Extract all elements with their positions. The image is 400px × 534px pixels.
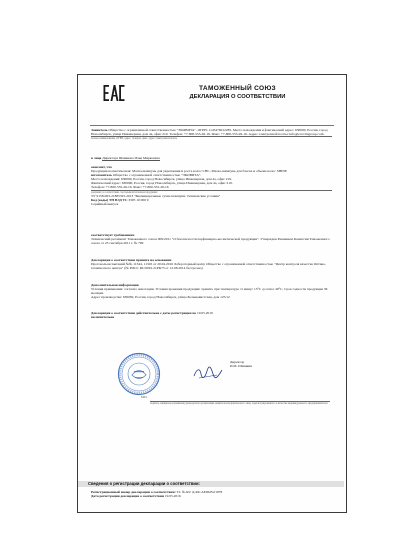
basis-text: Протоколы испытаний №№ 11344, 11345 от 20.04.2016 Лабораторный центр Общество с ограниченной ответственностью "Центр контроля качества Оптико-технического центра" (№ РОСС RU.0001.21РК75 от 12.08.2014 бессрочно) [91, 262, 326, 271]
maker-address-actual: Фактический адрес: 630090, Россия, город Новосибирск, улица Инженерная, дом 4а, офис 219. [91, 181, 233, 186]
document-title: ДЕКЛАРАЦИЯ О СООТВЕТСТВИИ [189, 94, 286, 100]
requirements-label: соответствует требованиям [91, 233, 135, 237]
applicant-text: Общество с ограниченной ответственностью "ЭКОВИТА". ОГРН: 1145476012285. Место нахождения и фактический адрес: 630090, Россия, город Новосибирск, улица Инженерная, дом 4а, офис 219. Телефон: +7-800-555-26-16. Факс: +7-800-555-26-16. Адрес электронной почты: info@ecovitagroup.com. [91, 128, 328, 137]
maker-text: Общество с ограниченной ответственностью "ЭКОВИТА". [112, 173, 202, 178]
document-header [150, 85, 325, 101]
signer-name: И.М. Шевякин [230, 364, 253, 369]
requirements-section [91, 233, 332, 245]
signature-icon [193, 366, 223, 380]
additional-label: Дополнительная информация [91, 283, 139, 287]
validity-label: Декларация о соответствии действительна с даты регистрации по [91, 311, 197, 315]
seal-mark: М.П. [141, 395, 148, 399]
representative-label: в лице [91, 156, 102, 160]
tnved-label: Код (коды) ТН ВЭД ТС [91, 197, 128, 202]
validity-suffix: включительно [91, 315, 115, 320]
declares-label: заявляет, что [91, 165, 112, 169]
tnved-code: 3305 10 000 9 [128, 197, 149, 202]
union-title: ТАМОЖЕННЫЙ СОЮЗ [199, 85, 276, 92]
signature-note: подпись, инициалы и фамилия руководителя организации-заявителя или физического лица, зарегистрированного в качестве индивидуального предпринимателя [150, 401, 330, 405]
basis-label: Декларация о соответствии принята на основании [91, 258, 172, 262]
representative-section [91, 156, 332, 160]
registration-date: 19.05.2016 [164, 494, 181, 499]
maker-phone: Телефон: +7-800-555-26-16. Факс: +7-800-555-26-16 [91, 185, 169, 190]
applicant-label: Заявитель [91, 128, 108, 132]
declares-section [91, 165, 332, 206]
validity-section [91, 311, 332, 319]
maker-label: изготовитель [91, 173, 112, 178]
product-text: Продукция косметическая: Маска-шампунь для укрепления и роста волос СНС, Маска-шампунь для блеска и объема волос SHINE [91, 169, 288, 174]
additional-text: Условия применения: согласно аннотации. Условия хранения продукции: хранить при температуре от минус 15°С до плюс 40°С. Срок годности продукции 36 месяцев. [91, 287, 328, 296]
signature-note-block [150, 401, 330, 405]
stamp-icon [117, 352, 161, 396]
header-divider [90, 125, 334, 126]
director-signature [193, 366, 223, 380]
signer-role: Директор [230, 360, 245, 364]
registration-section [91, 490, 332, 498]
signer-block [230, 360, 252, 368]
company-stamp [117, 352, 161, 396]
representative-text: Директора Шевякова Ильи Мирковича [102, 156, 160, 160]
eac-mark-icon [103, 84, 125, 102]
additional-section [91, 283, 332, 299]
production-address: Адрес производства: 630082, Россия, город Новосибирск, улица Большевистская, дом 125/12 [91, 295, 230, 300]
applicant-note: полное наименование, ОГРН, адрес, телефон, факс, адрес электронной почты [91, 136, 332, 140]
validity-date: 19.05.2019 [196, 311, 213, 315]
registration-date-label: Дата регистрации декларации о соответствии [91, 494, 164, 499]
registration-title: Сведения о регистрации декларации о соответствии: [78, 481, 344, 487]
basis-section [91, 258, 332, 270]
serial-text: Серийный выпуск [91, 201, 119, 206]
registration-number-label: Регистрационный номер декларации о соответствии: [91, 490, 176, 494]
eac-logo [103, 84, 125, 102]
tu-text: ТУ 9158-003-21885325-2013 "Биоминеральные сухие шампуни. Технические условия" [91, 193, 221, 198]
applicant-section [91, 128, 332, 140]
registration-number: ТС № RU Д-RU.AE96.B.01878 [176, 490, 223, 494]
requirements-text: Технический регламент Таможенного союза 009/2011 "О безопасности парфюмерно-косметической продукции". Утвержден Решением Комиссии Таможенного союза от 23 сентября 2011 г. № 799 [91, 237, 330, 246]
maker-address-legal: Место нахождения: 630090, Россия, город Новосибирск, улица Инженерная, дом 4а, офис 219. [91, 177, 232, 182]
tu-note: документ, в соответствии с которым изготовлена продукция [91, 190, 332, 194]
